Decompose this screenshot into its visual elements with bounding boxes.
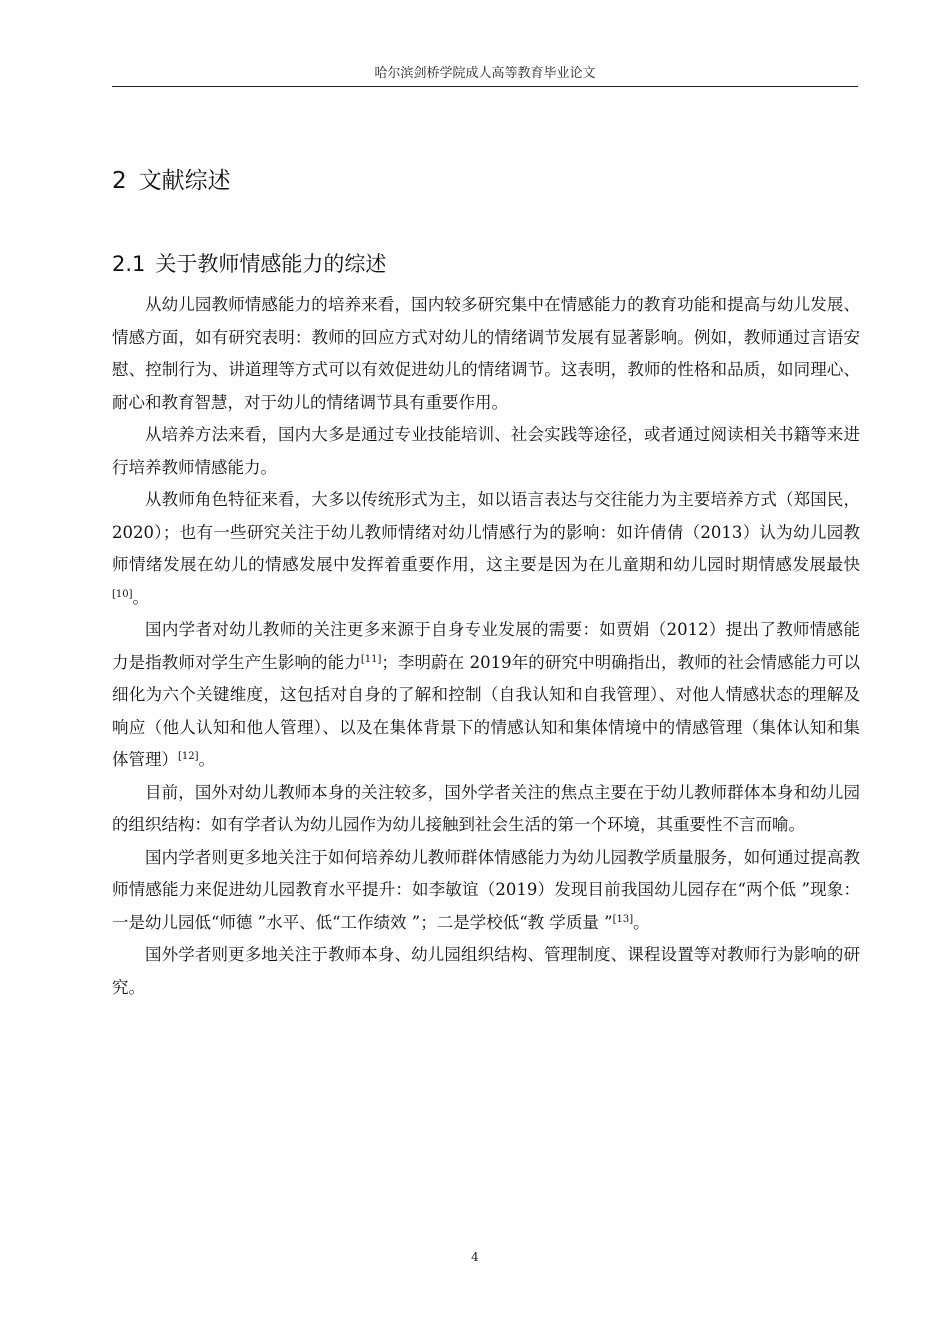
- section-number: 2.1: [112, 252, 146, 276]
- paragraph-5: [112, 777, 860, 842]
- chapter-title-text: 文献综述: [138, 168, 231, 194]
- paragraph-text: 从培养方法来看，国内大多是通过专业技能培训、社会实践等途径，或者通过阅读相关书籍等来进行培养教师情感能力。: [112, 425, 860, 477]
- paragraph-2: [112, 419, 860, 484]
- paragraph-4: [112, 614, 860, 777]
- citation: [13]: [612, 913, 634, 925]
- section-title-text: 关于教师情感能力的综述: [155, 252, 387, 276]
- paragraph-3: [112, 484, 860, 614]
- paragraph-tail: 。: [633, 912, 650, 932]
- paragraph-tail: 。: [132, 587, 150, 607]
- running-header: 哈尔滨剑桥学院成人高等教育毕业论文: [374, 66, 596, 81]
- paragraph-6: [112, 842, 860, 940]
- section-title: [112, 248, 386, 278]
- paragraph-text: 目前，国外对幼儿教师本身的关注较多，国外学者关注的焦点主要在于幼儿教师群体本身和幼儿园的组织结构：如有学者认为幼儿园作为幼儿接触到社会生活的第一个环境，其重要性不言而喻。: [112, 782, 860, 834]
- citation: [12]: [178, 751, 199, 762]
- citation: [10]: [112, 588, 133, 600]
- paragraph-text: 国内学者则更多地关注于如何培养幼儿教师群体情感能力为幼儿园教学质量服务，如何通过提高教师情感能力来促进幼儿园教育水平提升：如李敏谊（2019）发现目前我国幼儿园存在“两个低 ”现象：一是幼儿园低“师德 ”水平、低“工作绩效 ”；二是学校低“教 学质量 ”: [112, 847, 860, 932]
- page-number: 4: [471, 1250, 479, 1264]
- chapter-number: 2: [112, 168, 127, 194]
- paragraph-tail: 。: [198, 750, 216, 769]
- citation: [11]: [360, 653, 382, 665]
- body-text: [112, 289, 860, 1004]
- paragraph-1: [112, 289, 860, 419]
- paragraph-text: 从教师角色特征来看，大多以传统形式为主，如以语言表达与交往能力为主要培养方式（郑国民，2020）；也有一些研究关注于幼儿教师情绪对幼儿情感行为的影响：如许倩倩（2013）认为幼儿园教师情绪发展在幼儿的情感发展中发挥着重要作用，这主要是因为在儿童期和幼儿园时期情感发展最快: [112, 490, 860, 574]
- chapter-title: [112, 162, 231, 195]
- paragraph-7: [112, 939, 860, 1004]
- paragraph-tail: ；李明蔚在 2019年的研究中明确指出，教师的社会情感能力可以细化为六个关键维度，这包括对自身的了解和控制（自我认知和自我管理）、对他人情感状态的理解及响应（他人认知和他人管理）、以及在集体背景下的情感认知和集体情境中的情感管理（集体认知和集体管理）: [112, 652, 860, 769]
- header-rule: [112, 86, 858, 87]
- paragraph-text: 从幼儿园教师情感能力的培养来看，国内较多研究集中在情感能力的教育功能和提高与幼儿发展、情感方面，如有研究表明：教师的回应方式对幼儿的情绪调节发展有显著影响。例如，教师通过言语安慰、控制行为、讲道理等方式可以有效促进幼儿的情绪调节。这表明，教师的性格和品质，如同理心、耐心和教育智慧，对于幼儿的情绪调节具有重要作用。: [112, 295, 860, 412]
- paragraph-text: 国外学者则更多地关注于教师本身、幼儿园组织结构、管理制度、课程设置等对教师行为影响的研究。: [112, 945, 860, 997]
- paragraph-text: 国内学者对幼儿教师的关注更多来源于自身专业发展的需要：如贾娟（2012）提出了教师情感能力是指教师对学生产生影响的能力: [112, 620, 860, 672]
